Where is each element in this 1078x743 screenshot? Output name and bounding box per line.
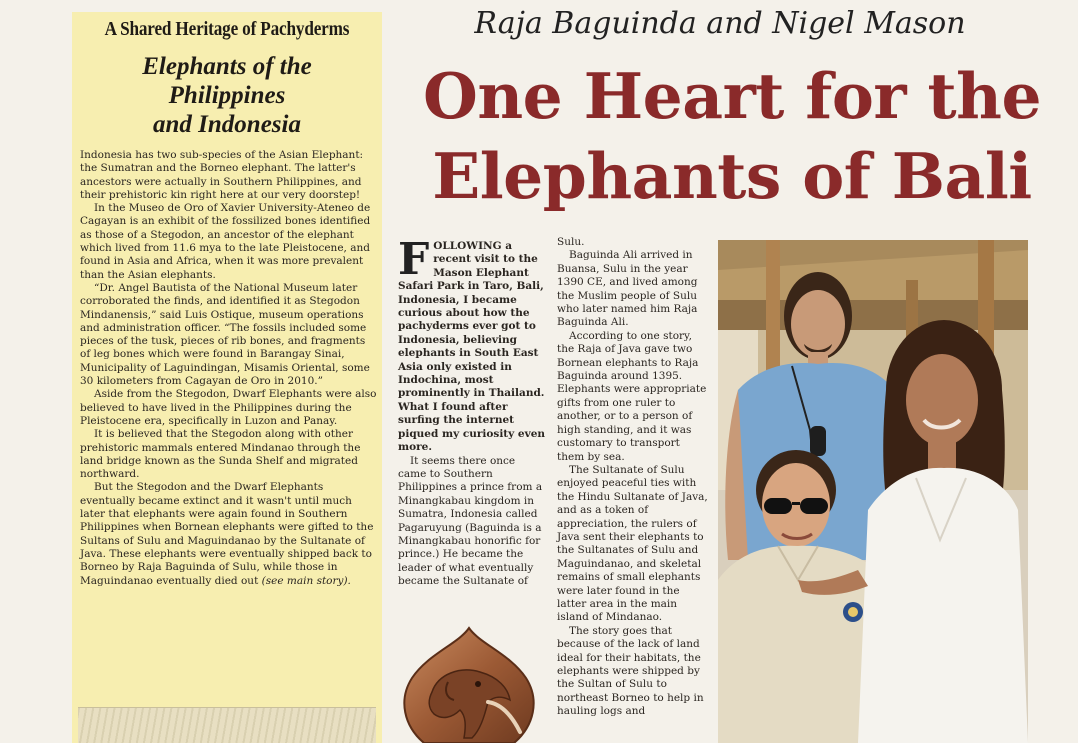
sidebar-paragraph: In the Museo de Oro of Xavier University-Ateneo de Cagayan is an exhibit of the fossilized bones identified as those of a Stegodon, an ancestor of the elephant which lived from 11.6 mya to the late Pleistocene, and found in Asia and Africa, when it was more prevalent than the Asian elephants. bbox=[80, 202, 371, 281]
headline-line: Elephants of Bali bbox=[432, 139, 1032, 213]
sidebar-body bbox=[80, 149, 378, 588]
article-paragraph: The Sultanate of Sulu enjoyed peaceful ties with the Hindu Sultanate of Java, and as a token of appreciation, the rulers of Java sent their elephants to the Sultanates of Sulu and Maguindanao, and skeletal remains of small elephants were later found in the latter area in the main island of Mindanao. bbox=[557, 463, 708, 624]
sidebar-paragraph: Aside from the Stegodon, Dwarf Elephants were also believed to have lived in the Philippines during the Pleistocene era, specifically in Luzon and Panay. bbox=[80, 388, 377, 427]
article-paragraph: The story goes that because of the lack of land ideal for their habitats, the elephants were shipped by the Sultan of Sulu to northeast Borneo to help in hauling logs and bbox=[557, 624, 704, 718]
sidebar-paragraph: “Dr. Angel Bautista of the National Museum later corroborated the finds, and identified it as Stegodon Mindanensis,” said Luis Ostique, museum operations and administration officer. “The fossils included some pieces of the tusk, pieces of rib bones, and fragments of leg bones which were found in Barangay Sinai, Municipality of Laguindingan, Misamis Oriental, some 30 kilometers from Cagayan de Oro in 2010.” bbox=[80, 281, 370, 388]
article-paragraph: According to one story, the Raja of Java gave two Bornean elephants to Raja Baguinda around 1395. Elephants were appropriate gifts from one ruler to another, or to a person of high standing, and it was customary to transport them by sea. bbox=[557, 329, 707, 463]
drop-cap: F bbox=[398, 234, 430, 285]
article-column-1 bbox=[398, 234, 546, 589]
sidebar-paragraph-text: But the Stegodon and the Dwarf Elephants eventually became extinct and it wasn't until much later that elephants were again found in Southern Philippines when Bornean elephants were gifted to the Sultans of Sulu and Maguindanao by the Sultanate of Java. These elephants were eventually shipped back to Borneo by Raja Baguinda of Sulu, while those in Maguindanao eventually died out bbox=[80, 481, 374, 587]
see-main-story-note: (see main story). bbox=[261, 574, 351, 587]
sidebar-title-line: Elephants of the bbox=[142, 53, 312, 80]
article-paragraph: Baguinda Ali arrived in Buansa, Sulu in the year 1390 CE, and lived among the Muslim people of Sulu who later named him Raja Baguinda Ali. bbox=[557, 249, 698, 329]
sidebar-paragraph: It is believed that the Stegodon along with other prehistoric mammals entered Mindanao through the land bridge known as the Sunda Shelf and migrated northward. bbox=[80, 428, 361, 481]
sidebar-paragraph: Indonesia has two sub-species of the Asian Elephant: the Sumatran and the Borneo elephant. The latter's ancestors were actually in Southern Philippines, and their prehistoric kin right here at our very doorstep! bbox=[80, 149, 364, 201]
article-paragraph: It seems there once came to Southern Philippines a prince from a Minangkabau kingdom in Sumatra, Indonesia called Pagaruyung (Baguinda is a Minangkabau honorific for prince.) He became the leader of what eventually became the Sultanate of bbox=[398, 454, 543, 588]
article-byline: Raja Baguinda and Nigel Mason bbox=[474, 6, 966, 41]
people-photo bbox=[718, 240, 1028, 743]
sidebar-kicker: A Shared Heritage of Pachyderms bbox=[104, 18, 350, 40]
elephant-emblem-icon bbox=[398, 626, 540, 743]
article-headline bbox=[392, 56, 1072, 216]
fossil-sketch-image bbox=[78, 707, 376, 743]
headline-line: One Heart for the bbox=[422, 59, 1042, 133]
sidebar-paragraph bbox=[80, 481, 378, 587]
lead-paragraph bbox=[398, 234, 546, 455]
sidebar-box bbox=[72, 12, 382, 743]
article-paragraph: Sulu. bbox=[557, 236, 585, 248]
sidebar-title-line: and Indonesia bbox=[153, 111, 301, 138]
article-column-2 bbox=[557, 236, 709, 719]
sidebar-title-line: Philippines bbox=[168, 82, 286, 109]
lead-text: OLLOWING a recent visit to the Mason Elephant Safari Park in Taro, Bali, Indonesia, I became curious about how the pachyderms ever got to Indonesia, believing elephants in South East Asia only existed in Indochina, most prominently in Thailand. What I found after surfing the internet piqued my curiosity even more. bbox=[398, 240, 546, 454]
sidebar-title bbox=[72, 52, 382, 139]
